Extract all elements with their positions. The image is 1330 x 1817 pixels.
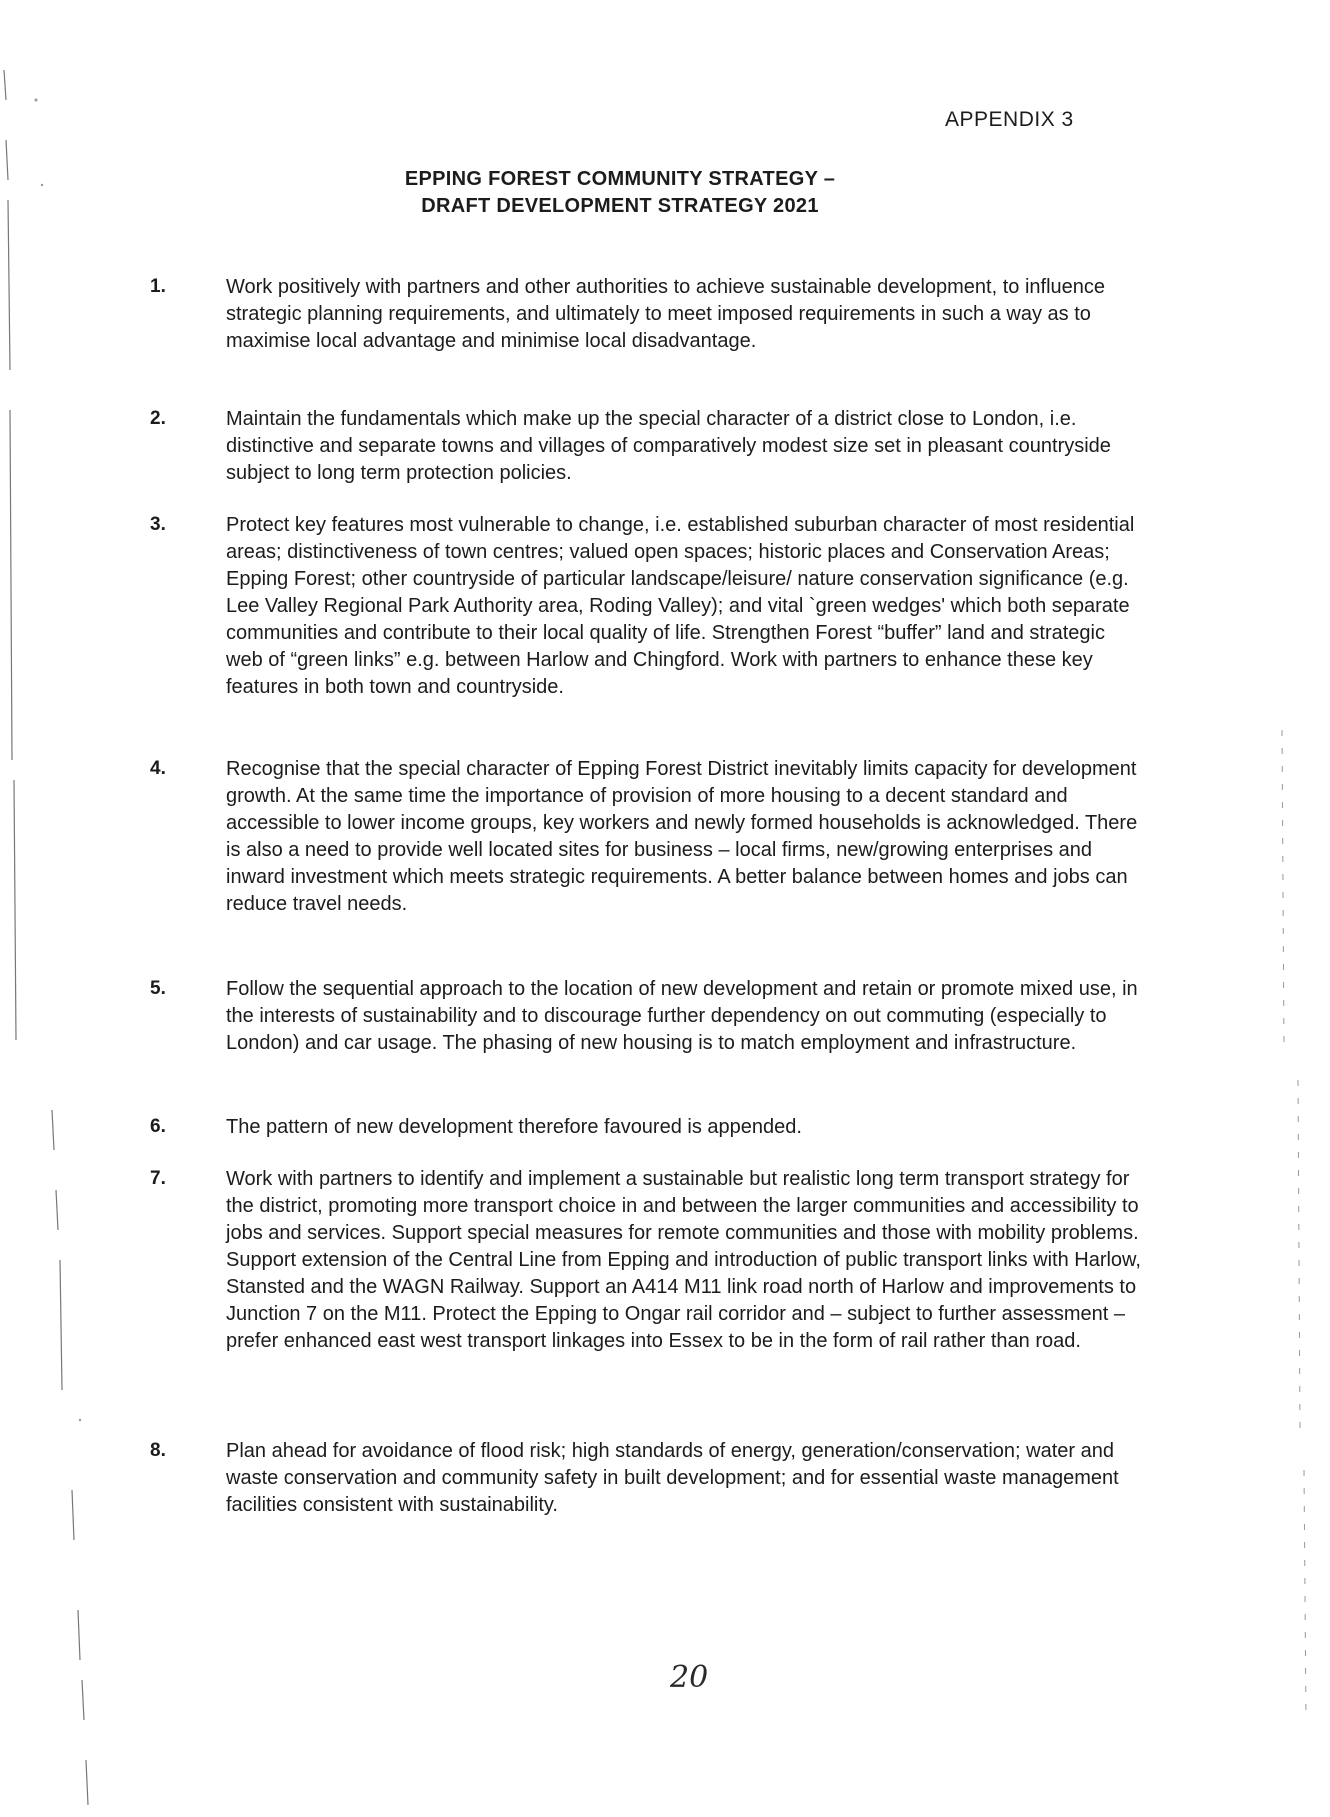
title-line-1: EPPING FOREST COMMUNITY STRATEGY – <box>404 168 836 190</box>
item-text: Follow the sequential approach to the location of new development and retain or promote mixed use, in the interests of sustainability and to discourage further dependency on out commuting (especially to London) and car usage. The phasing of new housing is to match employment and infrastructure. <box>226 978 1138 1054</box>
appendix-label: APPENDIX 3 <box>945 108 1074 131</box>
scan-edge-marks-right <box>1270 730 1330 1730</box>
item-text: Recognise that the special character of Epping Forest District inevitably limits capacity for development growth. At the same time the importance of provision of more housing to a decent standard and accessible to lower income groups, key workers and newly formed households is acknowledged. There is also a need to provide well located sites for business – local firms, new/growing enterprises and inward investment which meets strategic requirements. A better balance between homes and jobs can reduce travel needs. <box>226 758 1138 915</box>
item-text: Work with partners to identify and implement a sustainable but realistic long term transport strategy for the district, promoting more transport choice in and between the larger communities and accessibility to jobs and services. Support special measures for remote communities and those with mobility problems. Support extension of the Central Line from Epping and introduction of public transport links with Harlow, Stansted and the WAGN Railway. Support an A414 M11 link road north of Harlow and improvements to Junction 7 on the M11. Protect the Epping to Ongar rail corridor and – subject to further assessment – prefer enhanced east west transport linkages into Essex to be in the form of rail rather than road. <box>226 1168 1141 1352</box>
title-line-2: DRAFT DEVELOPMENT STRATEGY 2021 <box>421 195 819 217</box>
item-text: Maintain the fundamentals which make up the special character of a district close to London, i.e. distinctive and separate towns and villages of comparatively modest size set in pleasant countryside subject to long term protection policies. <box>226 408 1111 484</box>
item-number: 1. <box>150 276 166 297</box>
item-text: Plan ahead for avoidance of flood risk; high standards of energy, generation/conservation; water and waste conservation and community safety in built development; and for essential waste management facilities consistent with sustainability. <box>226 1440 1119 1516</box>
item-number: 3. <box>150 514 166 535</box>
item-number: 6. <box>150 1116 166 1137</box>
item-number: 5. <box>150 978 166 999</box>
item-text: Work positively with partners and other authorities to achieve sustainable development, to influence strategic planning requirements, and ultimately to meet imposed requirements in such a way as to maximise local advantage and minimise local disadvantage. <box>226 276 1106 352</box>
item-number: 7. <box>150 1168 166 1189</box>
page-number: 20 <box>670 1660 709 1695</box>
scan-edge-marks-left <box>0 60 90 1810</box>
item-text: Protect key features most vulnerable to change, i.e. established suburban character of most residential areas; distinctiveness of town centres; valued open spaces; historic places and Conservation Areas; Epping Forest; other countryside of particular landscape/leisure/ nature conservation significance (e.g. Lee Valley Regional Park Authority area, Roding Valley); and vital `green wedges' which both separate communities and contribute to their local quality of life. Strengthen Forest “buffer” land and strategic web of “green links” e.g. between Harlow and Chingford. Work with partners to enhance these key features in both town and countryside. <box>226 514 1135 698</box>
document-title <box>340 166 900 220</box>
item-number: 8. <box>150 1440 166 1461</box>
item-text: The pattern of new development therefore favoured is appended. <box>226 1116 802 1138</box>
item-number: 4. <box>150 758 166 779</box>
item-number: 2. <box>150 408 166 429</box>
